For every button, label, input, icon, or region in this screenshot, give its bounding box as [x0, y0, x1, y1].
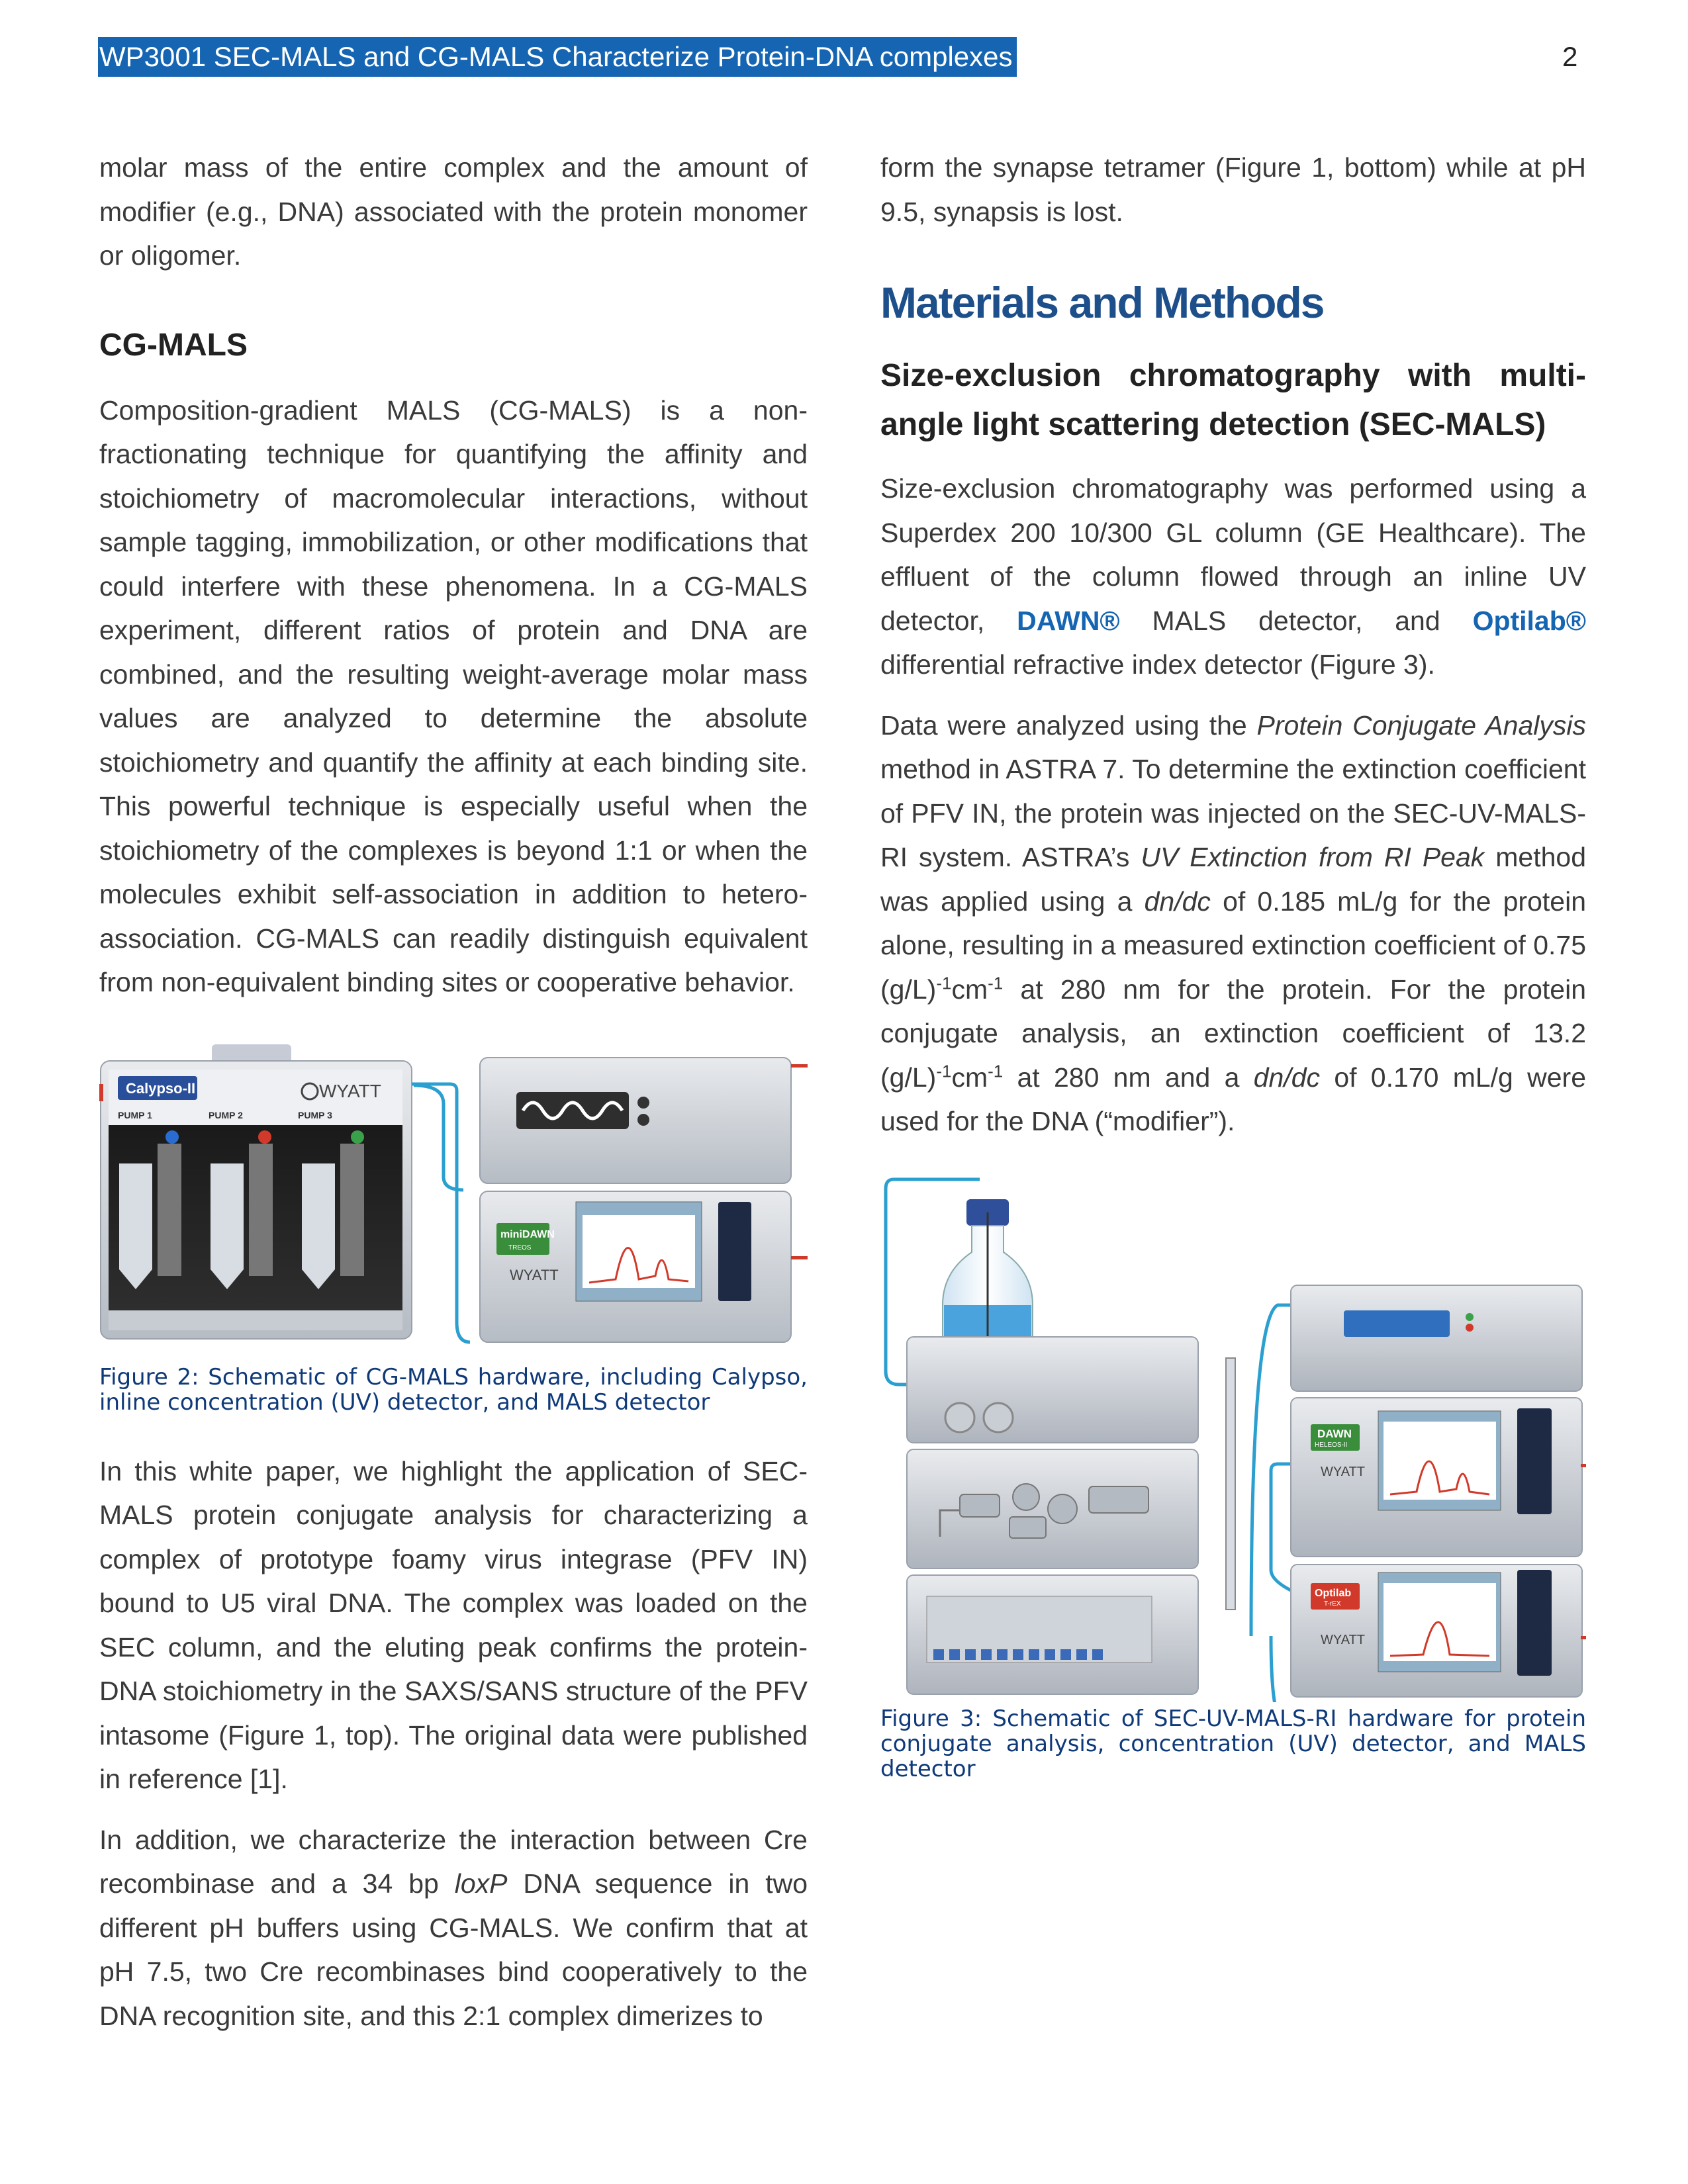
figure-2 — [99, 1044, 808, 1415]
figure-3-caption: Figure 3: Schematic of SEC-UV-MALS-RI hardware for protein conjugate analysis, concentration (UV) detector, and MALS detector — [880, 1705, 1586, 1782]
cgmals-hardware-illustration — [99, 1044, 808, 1349]
minidawn-wyatt-text: WYATT — [510, 1266, 559, 1283]
optilab-sub-label: T-rEX — [1324, 1600, 1341, 1608]
data-analysis-paragraph — [880, 704, 1586, 1144]
data-sup-2: -1 — [988, 972, 1004, 993]
data-text-9: of 0.170 mL/g were used for the DNA (“modifier”). — [880, 1062, 1586, 1136]
data-sup-1: -1 — [936, 972, 952, 993]
cgmals-heading: CG-MALS — [99, 327, 248, 363]
cgmals-paragraph: Composition-gradient MALS (CG-MALS) is a non-fractionating technique for quantifying the affinity and stoichiometry of macromolecular interactions, without sample tagging, immobilization, or other modifications that could interfere with these phenomena. In a CG-MALS experiment, different ratios of protein and DNA are combined, and the resulting weight-average molar mass values are analyzed to determine the absolute stoichiometry and quantify the affinity at each binding site. This powerful technique is especially useful when the stoichiometry of the complexes is beyond 1:1 or when the molecules exhibit self-association in addition to hetero-association. CG-MALS can readily distinguish equivalent from non-equivalent binding sites or cooperative behavior. — [99, 394, 808, 997]
sec-hardware-illustration — [880, 1173, 1586, 1702]
sec-paragraph — [880, 467, 1586, 687]
data-text-8: at 280 nm and a — [1003, 1062, 1254, 1093]
data-text-3: method was applied using a — [880, 842, 1586, 917]
dawn-keypad — [1517, 1408, 1552, 1514]
pump3-label: PUMP 3 — [298, 1109, 332, 1120]
uv-detector-3 — [1291, 1285, 1582, 1391]
wyatt-logo-text: WYATT — [319, 1080, 381, 1101]
calypso-label: Calypso-II — [126, 1079, 196, 1097]
left-column — [99, 146, 808, 2038]
optilab-label: Optilab — [1315, 1587, 1352, 1599]
optilab-link[interactable]: Optilab® — [1472, 605, 1586, 636]
optilab-keypad — [1517, 1570, 1552, 1676]
sec-text-1: Size-exclusion chromatography was performed using a Superdex 200 10/300 GL column (GE Healthcare). The effluent of the column flowed through an inline UV detector, — [880, 473, 1586, 636]
minidawn-label: miniDAWN — [500, 1228, 555, 1240]
figure-2-caption: Figure 2: Schematic of CG-MALS hardware, including Calypso, inline concentration (UV) detector, and MALS detector — [99, 1363, 808, 1416]
data-text-4: of 0.185 mL/g for the protein alone, resulting in a measured extinction coefficient of 0.75 (g/L) — [880, 886, 1586, 1005]
cre-paragraph — [99, 1818, 808, 2038]
keypad — [718, 1202, 751, 1301]
materials-methods-heading: Materials and Methods — [880, 278, 1324, 327]
pump2-label: PUMP 2 — [209, 1109, 243, 1120]
data-sup-3: -1 — [936, 1060, 952, 1081]
data-italic-4: dn/dc — [1253, 1062, 1321, 1093]
cre-text-2: DNA sequence in two different pH buffers using CG-MALS. We confirm that at pH 7.5, two Cre recombinases bind cooperatively to the DNA recognition site, and this 2:1 complex dimerizes to — [99, 1868, 808, 2031]
data-italic-1: Protein Conjugate Analysis — [1256, 709, 1586, 741]
dawn-label: DAWN — [1317, 1427, 1352, 1440]
data-sup-4: -1 — [988, 1060, 1004, 1081]
header-title-bar: WP3001 SEC-MALS and CG-MALS Characterize Protein-DNA complexes — [98, 37, 1017, 77]
dawn-sub-label: HELEOS-II — [1315, 1441, 1348, 1449]
data-text-7: cm — [951, 1062, 988, 1093]
loxp-term: loxP — [454, 1868, 508, 1899]
data-text-6: at 280 nm for the protein. For the protein conjugate analysis, an extinction coefficient of 13.2 (g/L) — [880, 974, 1586, 1093]
data-text-2: method in ASTRA 7. To determine the extinction coefficient of PFV IN, the protein was injected on the SEC-UV-MALS-RI system. ASTRA’s — [880, 754, 1586, 872]
data-text-1: Data were analyzed using the — [880, 709, 1257, 741]
optilab-wyatt-text: WYATT — [1321, 1632, 1366, 1647]
page-number: 2 — [1562, 41, 1578, 72]
cre-text-1: In addition, we characterize the interaction between Cre recombinase and a 34 bp — [99, 1824, 808, 1899]
sec-column — [1226, 1358, 1235, 1610]
dawn-link[interactable]: DAWN® — [1017, 605, 1120, 636]
whitepaper-paragraph: In this white paper, we highlight the application of SEC-MALS protein conjugate analysis for characterizing a complex of prototype foamy virus integrase (PFV IN) bound to U5 viral DNA. The complex was loaded on the SEC column, and the eluting peak confirms the protein-DNA stoichiometry in the SAXS/SANS structure of the PFV intasome (Figure 1, top). The original data were published in reference [1]. — [99, 1455, 808, 1794]
dawn-wyatt-text: WYATT — [1321, 1464, 1366, 1479]
minidawn-sub-label: TREOS — [508, 1244, 532, 1251]
pump1-label: PUMP 1 — [118, 1109, 152, 1120]
data-italic-3: dn/dc — [1144, 886, 1211, 917]
data-text-5: cm — [951, 974, 988, 1005]
sec-text-2: MALS detector, and — [1119, 605, 1473, 636]
sec-text-3: differential refractive index detector (Figure 3). — [880, 649, 1435, 680]
continuation-paragraph: form the synapse tetramer (Figure 1, bottom) while at pH 9.5, synapsis is lost. — [880, 152, 1586, 227]
intro-paragraph: molar mass of the entire complex and the amount of modifier (e.g., DNA) associated with the protein monomer or oligomer. — [99, 152, 808, 271]
secmals-heading: Size-exclusion chromatography with multi-angle light scattering detection (SEC-MALS) — [880, 358, 1586, 442]
data-italic-2: UV Extinction from RI Peak — [1141, 842, 1485, 872]
solvent-bottle — [943, 1199, 1033, 1338]
figure-3 — [880, 1173, 1586, 1782]
right-column — [880, 146, 1586, 1782]
